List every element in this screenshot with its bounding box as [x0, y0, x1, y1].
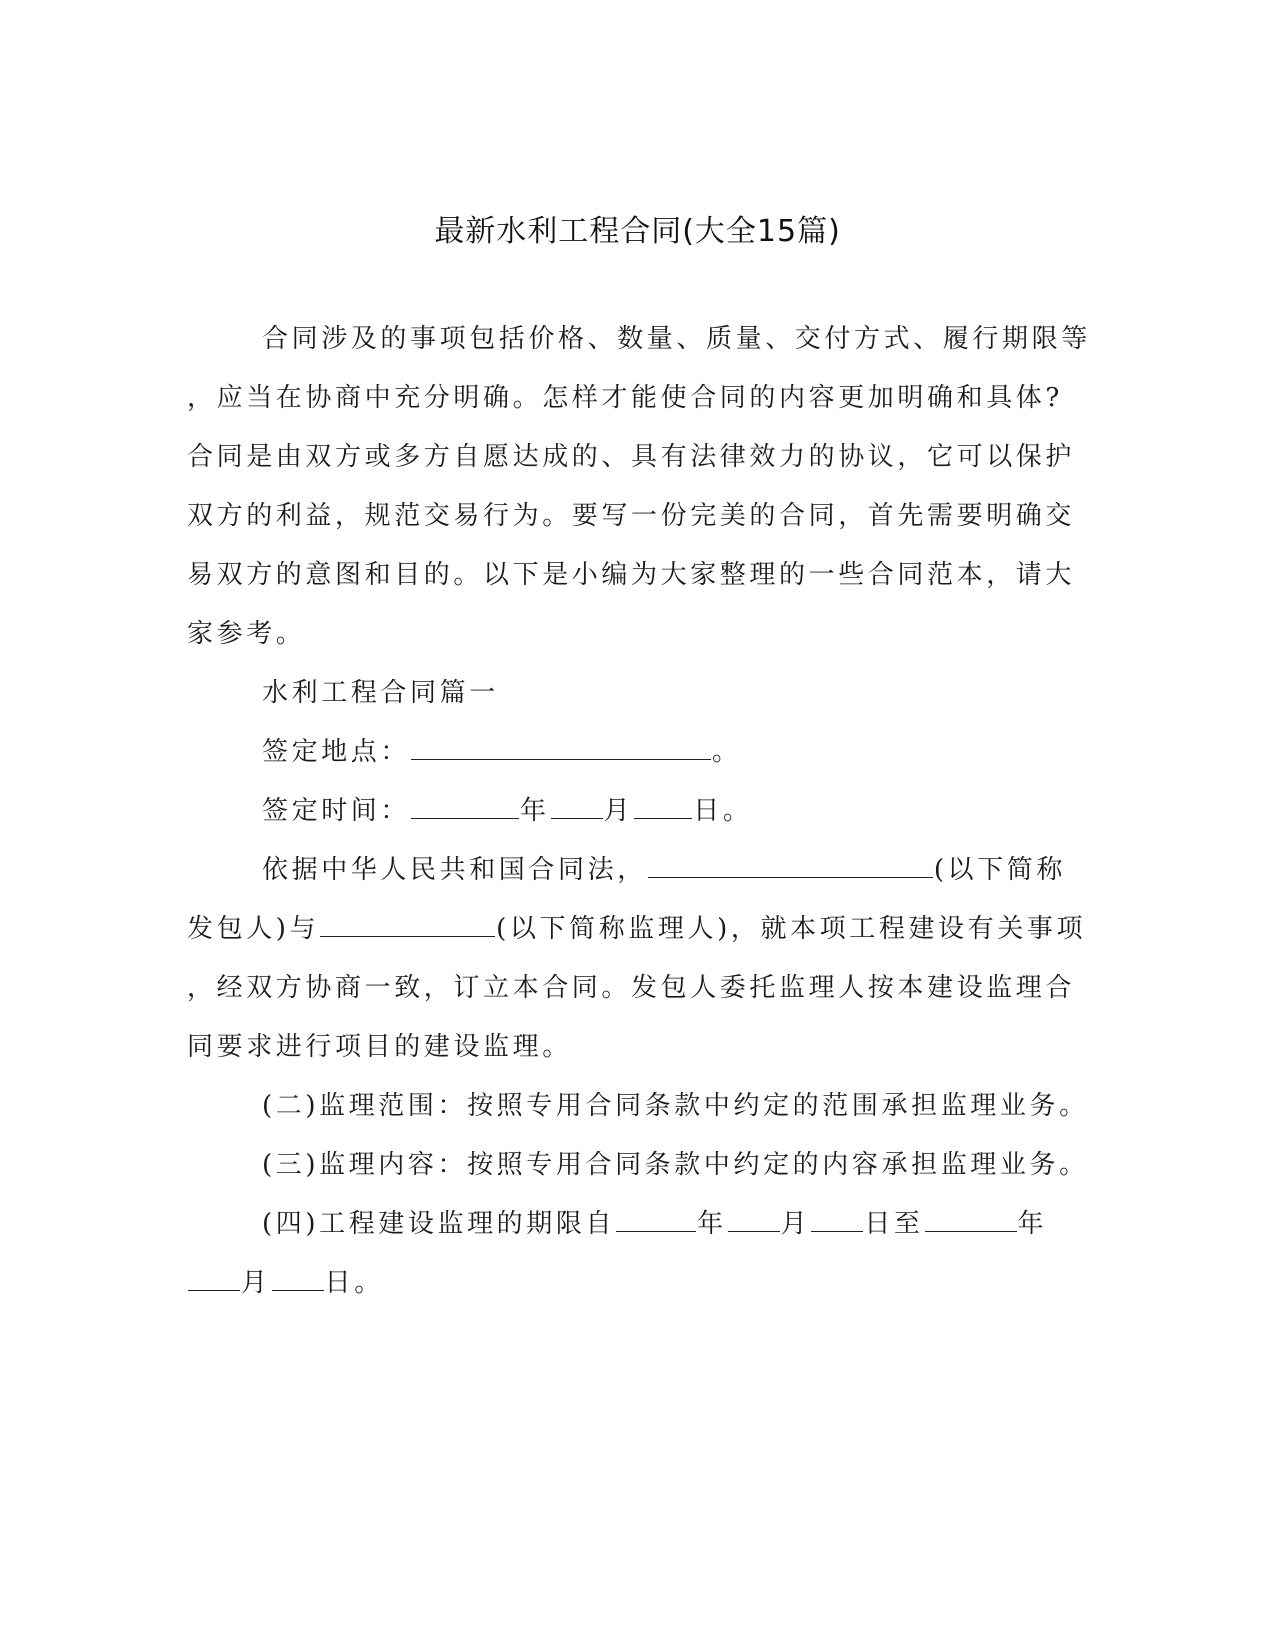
sign-place-blank[interactable]	[411, 735, 711, 760]
supervisor-blank[interactable]	[320, 912, 495, 937]
intro-line-1: 合同涉及的事项包括价格、数量、质量、交付方式、履行期限等	[262, 324, 1091, 354]
period-end-year-blank[interactable]	[925, 1207, 1017, 1232]
period-dayend-label: 日。	[324, 1268, 384, 1298]
basis-line-1	[262, 853, 1162, 887]
period-text: (四)工程建设监理的期限自	[262, 1209, 616, 1239]
sign-time-label: 签定时间：	[262, 796, 411, 826]
intro-line-2: ，应当在协商中充分明确。怎样才能使合同的内容更加明确和具体?	[187, 383, 1063, 413]
basis-line-4: 同要求进行项目的建设监理。	[187, 1032, 572, 1062]
sign-day-blank[interactable]	[634, 794, 692, 819]
period-month-label: 月	[780, 1209, 811, 1239]
employer-blank[interactable]	[648, 853, 933, 878]
sign-place-label: 签定地点：	[262, 737, 411, 767]
sign-month-label: 月	[603, 796, 634, 826]
sign-place-line	[262, 735, 1162, 769]
content-clause: (三)监理内容：按照专用合同条款中约定的内容承担监理业务。	[262, 1150, 1089, 1180]
basis-line-3: ，经双方协商一致，订立本合同。发包人委托监理人按本建设监理合	[187, 973, 1076, 1003]
sign-year-label: 年	[520, 796, 550, 826]
period-start-day-blank[interactable]	[811, 1207, 863, 1232]
sign-year-blank[interactable]	[411, 794, 519, 819]
period-start-month-blank[interactable]	[728, 1207, 780, 1232]
intro-line-3: 合同是由双方或多方自愿达成的、具有法律效力的协议，它可以保护	[187, 442, 1076, 472]
period-year2-label: 年	[1017, 1209, 1048, 1239]
period-month2-label: 月	[241, 1268, 271, 1298]
period-start-year-blank[interactable]	[616, 1207, 696, 1232]
period-end-month-blank[interactable]	[188, 1266, 240, 1291]
basis-text-2b: (以下简称监理人)，就本项工程建设有关事项	[496, 914, 1087, 944]
section-title: 水利工程合同篇一	[262, 678, 499, 708]
sign-place-end: 。	[712, 737, 742, 767]
scope-clause: (二)监理范围：按照专用合同条款中约定的范围承担监理业务。	[262, 1091, 1089, 1121]
sign-month-blank[interactable]	[551, 794, 603, 819]
intro-line-5: 易双方的意图和目的。以下是小编为大家整理的一些合同范本，请大	[187, 560, 1076, 590]
basis-text-2a: 发包人)与	[187, 914, 320, 944]
period-line-1	[262, 1207, 1162, 1241]
sign-day-label: 日。	[693, 796, 753, 826]
period-end-day-blank[interactable]	[272, 1266, 324, 1291]
intro-line-6: 家参考。	[187, 619, 306, 649]
period-dayto-label: 日至	[864, 1209, 924, 1239]
basis-text-1b: (以下简称	[933, 855, 1066, 885]
basis-line-2	[187, 912, 1087, 946]
sign-time-line	[262, 794, 1162, 828]
basis-text-1a: 依据中华人民共和国合同法，	[262, 855, 647, 885]
intro-line-4: 双方的利益，规范交易行为。要写一份完美的合同，首先需要明确交	[187, 501, 1076, 531]
period-line-2	[187, 1266, 1087, 1300]
document-title: 最新水利工程合同(大全15篇)	[434, 214, 841, 249]
period-year-label: 年	[697, 1209, 727, 1239]
